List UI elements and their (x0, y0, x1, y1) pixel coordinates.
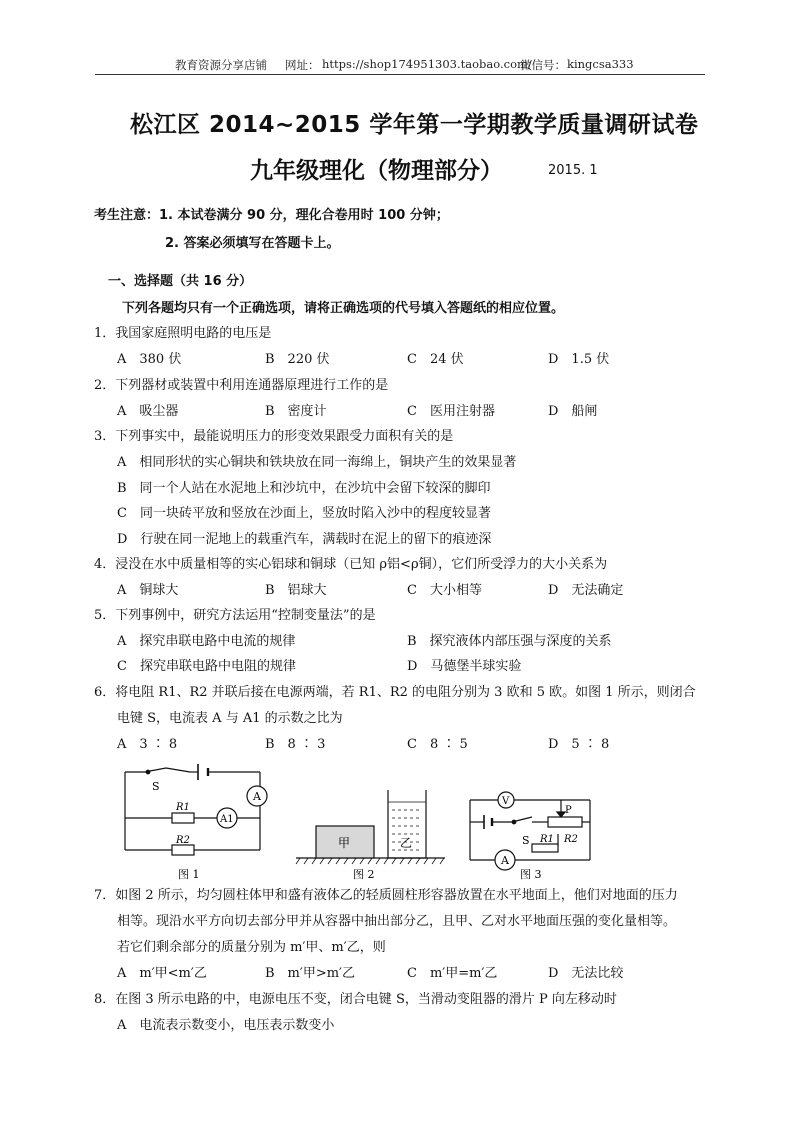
page-subtitle: 九年级理化（物理部分） (250, 158, 503, 184)
q7-option-b: B m′甲>m′乙 (265, 966, 356, 981)
q5-option-b: B 探究液体内部压强与深度的关系 (407, 634, 612, 649)
q3-option-c: C 同一块砖平放和竖放在沙面上，竖放时陷入沙中的程度较显著 (117, 506, 491, 521)
notice-line1: 考生注意：1. 本试卷满分 90 分，理化合卷用时 100 分钟； (94, 208, 449, 223)
q6-option-c: C 8 ∶ 5 (407, 737, 468, 752)
q2-stem: 2．下列器材或装置中利用连通器原理进行工作的是 (94, 378, 389, 393)
fig1-label-a1: A1 (220, 814, 234, 825)
q1-option-c: C 24 伏 (407, 352, 464, 367)
section-instruction: 下列各题均只有一个正确选项，请将正确选项的代号填入答题纸的相应位置。 (122, 301, 565, 316)
q4-option-b: B 铝球大 (265, 583, 327, 598)
q1-stem: 1．我国家庭照明电路的电压是 (94, 326, 272, 341)
header-wechat: kingcsa333 (567, 57, 634, 71)
q2-option-a: A 吸尘器 (117, 404, 179, 419)
q4-option-c: C 大小相等 (407, 583, 482, 598)
fig3-label-r2: R2 (564, 834, 578, 845)
header-wechat-label: 微信号： (520, 58, 566, 72)
q8-stem: 8．在图 3 所示电路的中，电源电压不变，闭合电键 S，当滑动变阻器的滑片 P 向左移动时 (94, 992, 617, 1007)
q6-stem-line1: 6．将电阻 R1、R2 并联后接在电源两端，若 R1、R2 的电阻分别为 3 欧和 5 欧。如图 1 所示，则闭合 (94, 685, 696, 700)
notice-line2: 2. 答案必须填写在答题卡上。 (165, 236, 340, 251)
q6-stem-line2: 电键 S，电流表 A 与 A1 的示数之比为 (117, 711, 343, 726)
q7-option-a: A m′甲<m′乙 (117, 966, 207, 981)
header-divider (95, 74, 705, 75)
fig1-label-r1: R1 (176, 802, 190, 813)
q4-stem: 4．浸没在水中质量相等的实心铝球和铜球（已知 ρ铝<ρ铜），它们所受浮力的大小关系为 (94, 557, 608, 572)
q5-option-d: D 马德堡半球实验 (407, 659, 522, 674)
figure-3-circuit (470, 792, 590, 870)
q4-option-d: D 无法确定 (548, 583, 624, 598)
q8-option-a: A 电流表示数变小，电压表示数变小 (117, 1018, 335, 1033)
q5-stem: 5．下列事例中，研究方法运用“控制变量法”的是 (94, 608, 376, 623)
q7-stem-line2: 相等。现沿水平方向切去部分甲并从容器中抽出部分乙，且甲、乙对水平地面压强的变化量相等。 (117, 914, 677, 929)
fig1-caption: 图 1 (178, 868, 200, 881)
figure-2-diagram (296, 790, 445, 864)
fig1-label-r2: R2 (176, 835, 190, 846)
q7-stem-line3: 若它们剩余部分的质量分别为 m′甲、m′乙，则 (117, 940, 386, 955)
page-title: 松江区 2014~2015 学年第一学期教学质量调研试卷 (130, 112, 699, 138)
q3-stem: 3．下列事实中，最能说明压力的形变效果跟受力面积有关的是 (94, 429, 454, 444)
q2-option-b: B 密度计 (265, 404, 327, 419)
fig3-caption: 图 3 (520, 868, 542, 881)
fig2-caption: 图 2 (353, 868, 375, 881)
figures-row (100, 760, 700, 885)
exam-date: 2015. 1 (548, 163, 598, 178)
q6-option-b: B 8 ∶ 3 (265, 737, 326, 752)
q7-option-d: D 无法比较 (548, 966, 624, 981)
q7-stem-line1: 7．如图 2 所示，均匀圆柱体甲和盛有液体乙的轻质圆柱形容器放置在水平地面上，他们对地面的压力 (94, 888, 678, 903)
fig3-label-r1: R1 (540, 834, 554, 845)
q2-option-d: D 船闸 (548, 404, 598, 419)
header-shop: 教育资源分享店铺 (175, 58, 267, 72)
fig2-label-jia: 甲 (338, 836, 351, 850)
fig3-label-a: A (501, 854, 509, 867)
fig3-label-s: S (522, 834, 530, 847)
q5-option-a: A 探究串联电路中电流的规律 (117, 634, 296, 649)
q1-option-b: B 220 伏 (265, 352, 330, 367)
q3-option-b: B 同一个人站在水泥地上和沙坑中，在沙坑中会留下较深的脚印 (117, 481, 491, 496)
q1-option-d: D 1.5 伏 (548, 352, 610, 367)
section-heading: 一、选择题（共 16 分） (108, 274, 253, 289)
q6-option-d: D 5 ∶ 8 (548, 737, 610, 752)
fig3-label-v: V (502, 796, 510, 807)
fig3-label-p: P (565, 805, 572, 816)
q3-option-d: D 行驶在同一泥地上的载重汽车，满载时在泥上的留下的痕迹深 (117, 532, 492, 547)
q6-option-a: A 3 ∶ 8 (117, 737, 178, 752)
q7-option-c: C m′甲=m′乙 (407, 966, 498, 981)
q4-option-a: A 铜球大 (117, 583, 179, 598)
header-url: https://shop174951303.taobao.com/ (322, 57, 532, 71)
fig1-label-s: S (152, 780, 160, 793)
q3-option-a: A 相同形状的实心铜块和铁块放在同一海绵上，铜块产生的效果显著 (117, 455, 517, 470)
fig1-label-a: A (253, 790, 261, 803)
figure-1-circuit (125, 764, 267, 855)
q5-option-c: C 探究串联电路中电阻的规律 (117, 659, 296, 674)
q2-option-c: C 医用注射器 (407, 404, 495, 419)
q1-option-a: A 380 伏 (117, 352, 182, 367)
fig2-label-yi: 乙 (400, 836, 413, 850)
header-url-label: 网址： (285, 58, 320, 72)
